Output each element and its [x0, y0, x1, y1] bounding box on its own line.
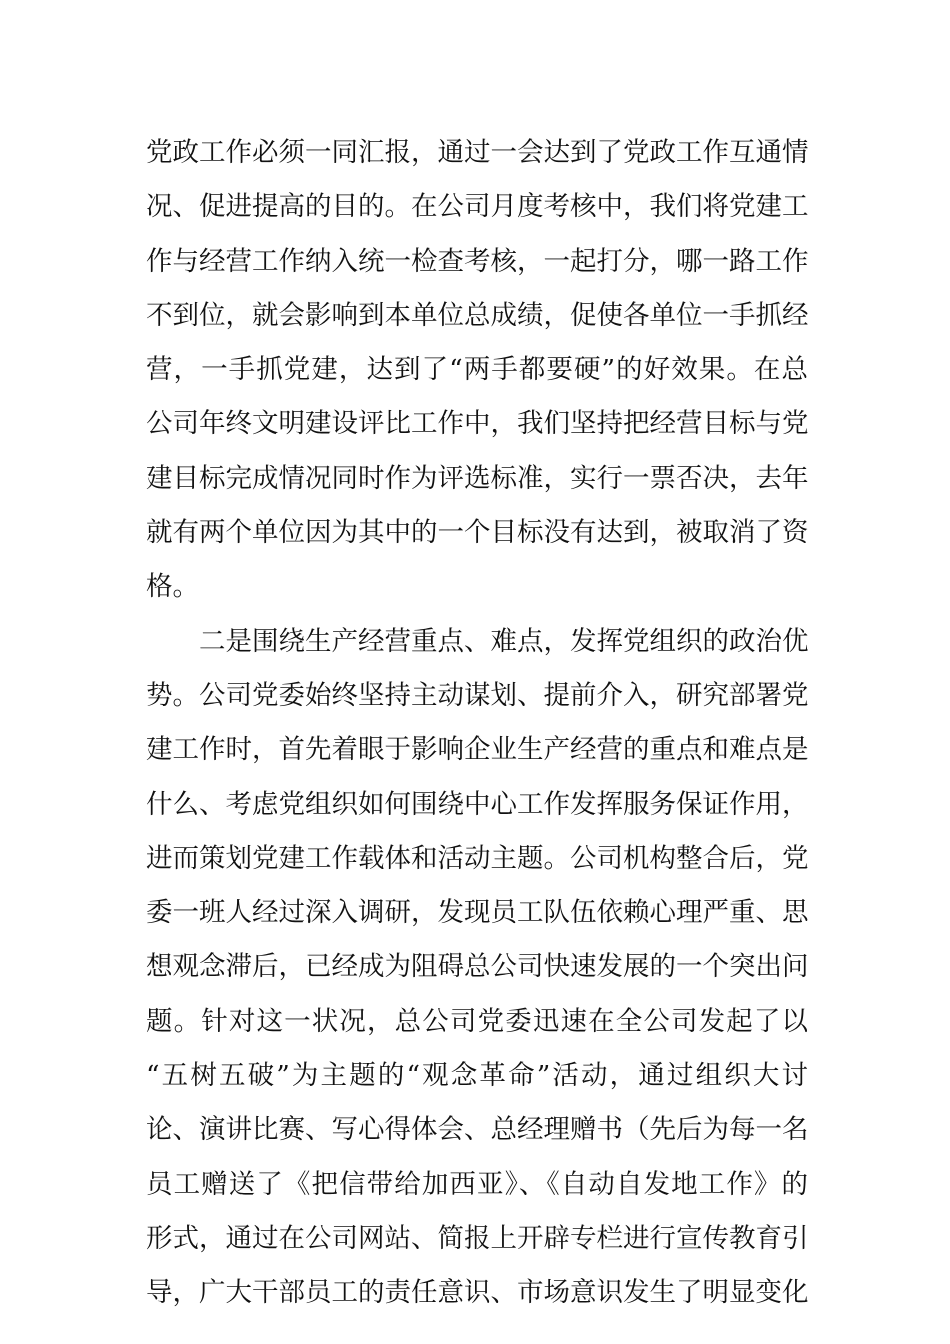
- text-line: 况、促进提高的目的。在公司月度考核中，我们将党建工: [146, 191, 809, 223]
- text-line: 建目标完成情况同时作为评选标准，实行一票否决，去年: [146, 462, 809, 494]
- paragraph-end-line: 格。: [146, 571, 199, 603]
- text-line: 势。公司党委始终坚持主动谋划、提前介入，研究部署党: [146, 679, 809, 711]
- text-line: 进而策划党建工作载体和活动主题。公司机构整合后，党: [146, 842, 809, 874]
- text-line: 导，广大干部员工的责任意识、市场意识发生了明显变化: [146, 1277, 809, 1309]
- text-line: 委一班人经过深入调研，发现员工队伍依赖心理严重、思: [146, 897, 809, 929]
- text-line: 就有两个单位因为其中的一个目标没有达到，被取消了资: [146, 517, 809, 549]
- body-text: [146, 126, 808, 1321]
- text-line: 题。针对这一状况，总公司党委迅速在全公司发起了以: [146, 1005, 808, 1037]
- text-line: 想观念滞后，已经成为阻碍总公司快速发展的一个突出问: [146, 951, 809, 983]
- text-line: 党政工作必须一同汇报，通过一会达到了党政工作互通情: [146, 137, 809, 168]
- text-line: “五树五破”为主题的“观念革命”活动，通过组织大讨: [146, 1060, 808, 1092]
- paragraph-start-line: 二是围绕生产经营重点、难点，发挥党组织的政治优: [199, 625, 809, 657]
- text-line: 员工赠送了《把信带给加西亚》、《自动自发地工作》的: [146, 1168, 808, 1200]
- text-line: 什么、考虑党组织如何围绕中心工作发挥服务保证作用，: [146, 788, 809, 820]
- text-line: 公司年终文明建设评比工作中，我们坚持把经营目标与党: [146, 408, 809, 440]
- text-line: 建工作时，首先着眼于影响企业生产经营的重点和难点是: [146, 734, 809, 766]
- text-line: 形式，通过在公司网站、简报上开辟专栏进行宣传教育引: [146, 1222, 809, 1254]
- text-line: 论、演讲比赛、写心得体会、总经理赠书（先后为每一名: [146, 1114, 809, 1146]
- text-line: 不到位，就会影响到本单位总成绩，促使各单位一手抓经: [146, 299, 809, 331]
- text-line: 作与经营工作纳入统一检查考核，一起打分，哪一路工作: [146, 245, 809, 277]
- text-line: 营，一手抓党建，达到了“两手都要硬”的好效果。在总: [146, 354, 808, 386]
